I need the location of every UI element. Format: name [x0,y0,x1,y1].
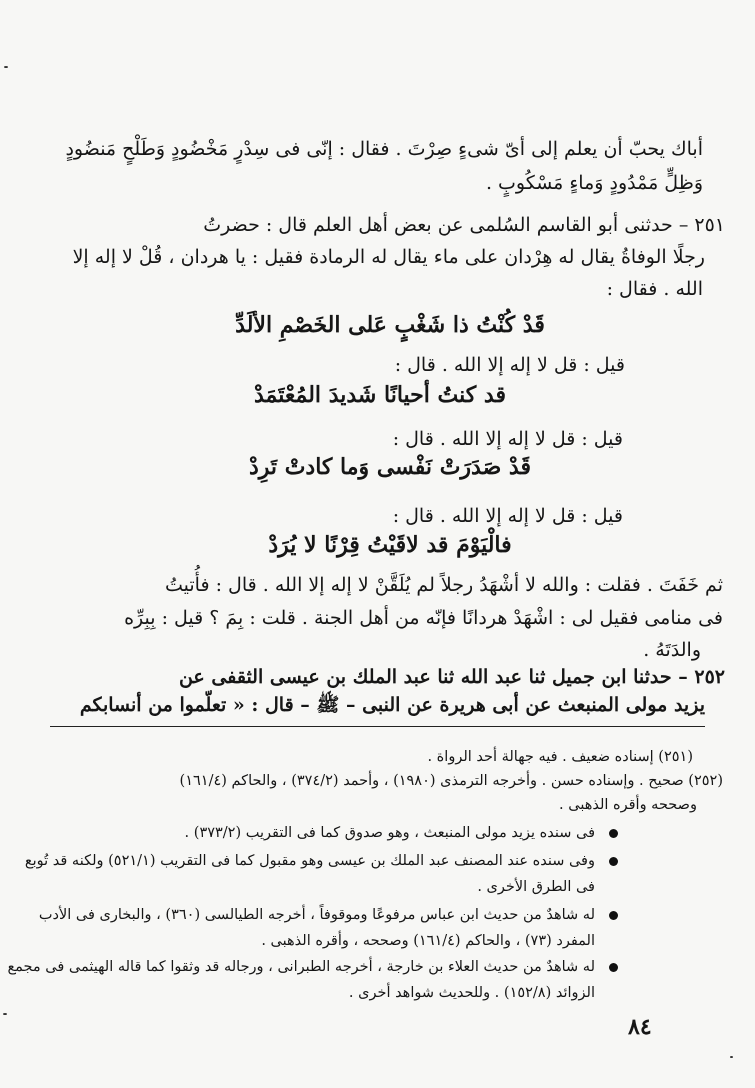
body-line: وَظِلٍّ مَمْدُودٍ وَماءٍ مَسْكُوبٍ . [485,172,703,194]
bullet-dot [609,857,618,866]
scan-speck [730,1056,733,1058]
body-line: أباك يحبّ أن يعلم إلى أىّ شىءٍ صِرْتَ . فقال : إنّى فى سِدْرٍ مَخْضُودٍ وَطَلْحٍ مَنضُودٍ [65,138,703,160]
bullet-dot [609,963,618,972]
body-line: فى منامى فقيل لى : اشْهَدْ هردانًا فإنّه من أهل الجنة . قلت : بِمَ ؟ قيل : بِبِرِّه [124,607,723,629]
verse-line: قَدْ كُنْتُ ذا شَغْبٍ عَلى الخَصْمِ الألَدِّ [235,312,545,338]
bullet-dot [609,911,618,920]
footnote-bullet: له شاهدٌ من حديث العلاء بن خارجة ، أخرجه الطبرانى ، ورجاله قد وثقوا كما قاله الهيثمى فى مجمع [7,959,595,975]
footnote-bullet: فى الطرق الأخرى . [477,879,595,895]
body-line: ثم خَفَتَ . فقلت : والله لا أشْهَدُ رجلاً لم يُلَقَّنْ لا إله إلا الله . قال : فأُتيتُ [165,574,723,596]
page-number: ٨٤ [628,1014,652,1040]
footnote-bullet: المفرد (٧٣) ، والحاكم (١٦١/٤) وصححه ، وأقره الذهبى . [261,933,595,949]
dialogue-prompt: قيل : قل لا إله إلا الله . قال : [392,505,623,527]
dialogue-prompt: قيل : قل لا إله إلا الله . قال : [394,354,625,376]
verse-line: فالْيَوْمَ قد لاقَيْتُ قِرْنًا لا يُرَدْ [268,532,512,558]
scan-speck [3,1013,7,1015]
footnote-251: (٢٥١) إسناده ضعيف . فيه جهالة أحد الرواة . [427,749,693,765]
hadith-252-line: يزيد مولى المنبعث عن أبى هريرة عن النبى – ﷺ – قال : « تعلّموا من أنسابكم [79,694,705,716]
verse-line: قَدْ صَدَرَتْ نَفْسى وَما كادتْ تَرِدْ [249,454,531,480]
footnote-bullet: وفى سنده عند المصنف عبد الملك بن عيسى وهو مقبول كما فى التقريب (٥٢١/١) ولكنه قد تُوبع [24,853,595,869]
hadith-251-line: الله . فقال : [606,278,703,300]
footnote-bullet: فى سنده يزيد مولى المنبعث ، وهو صدوق كما فى التقريب (٣٧٣/٢) . [184,825,595,841]
body-line: والدَتَهُ . [643,639,701,661]
footnote-rule [50,726,705,727]
hadith-251-line: رجلًا الوفاةُ يقال له هِرْدان على ماء يقال له الرمادة فقيل : يا هردان ، قُلْ لا إله إلا [72,246,705,268]
hadith-252-line: ٢٥٢ – حدثنا ابن جميل ثنا عبد الله ثنا عبد الملك بن عيسى الثقفى عن [178,666,725,688]
footnote-252: (٢٥٢) صحيح . وإسناده حسن . وأخرجه الترمذى (١٩٨٠) ، وأحمد (٣٧٤/٢) ، والحاكم (١٦١/٤) [179,773,723,789]
footnote-bullet: له شاهدٌ من حديث ابن عباس مرفوعًا وموقوفاً ، أخرجه الطيالسى (٣٦٠) ، والبخارى فى الأدب [38,907,595,923]
scan-speck [4,66,8,68]
footnote-252-continued: وصححه وأقره الذهبى . [559,797,697,813]
hadith-251-line: ٢٥١ – حدثنى أبو القاسم السُلمى عن بعض أهل العلم قال : حضرتُ [203,214,725,236]
dialogue-prompt: قيل : قل لا إله إلا الله . قال : [392,428,623,450]
bullet-dot [609,829,618,838]
verse-line: قد كنتُ أحيانًا شَديدَ المُعْتَمَدْ [253,382,506,408]
footnote-bullet: الزوائد (١٥٢/٨) . وللحديث شواهد أخرى . [348,985,595,1001]
